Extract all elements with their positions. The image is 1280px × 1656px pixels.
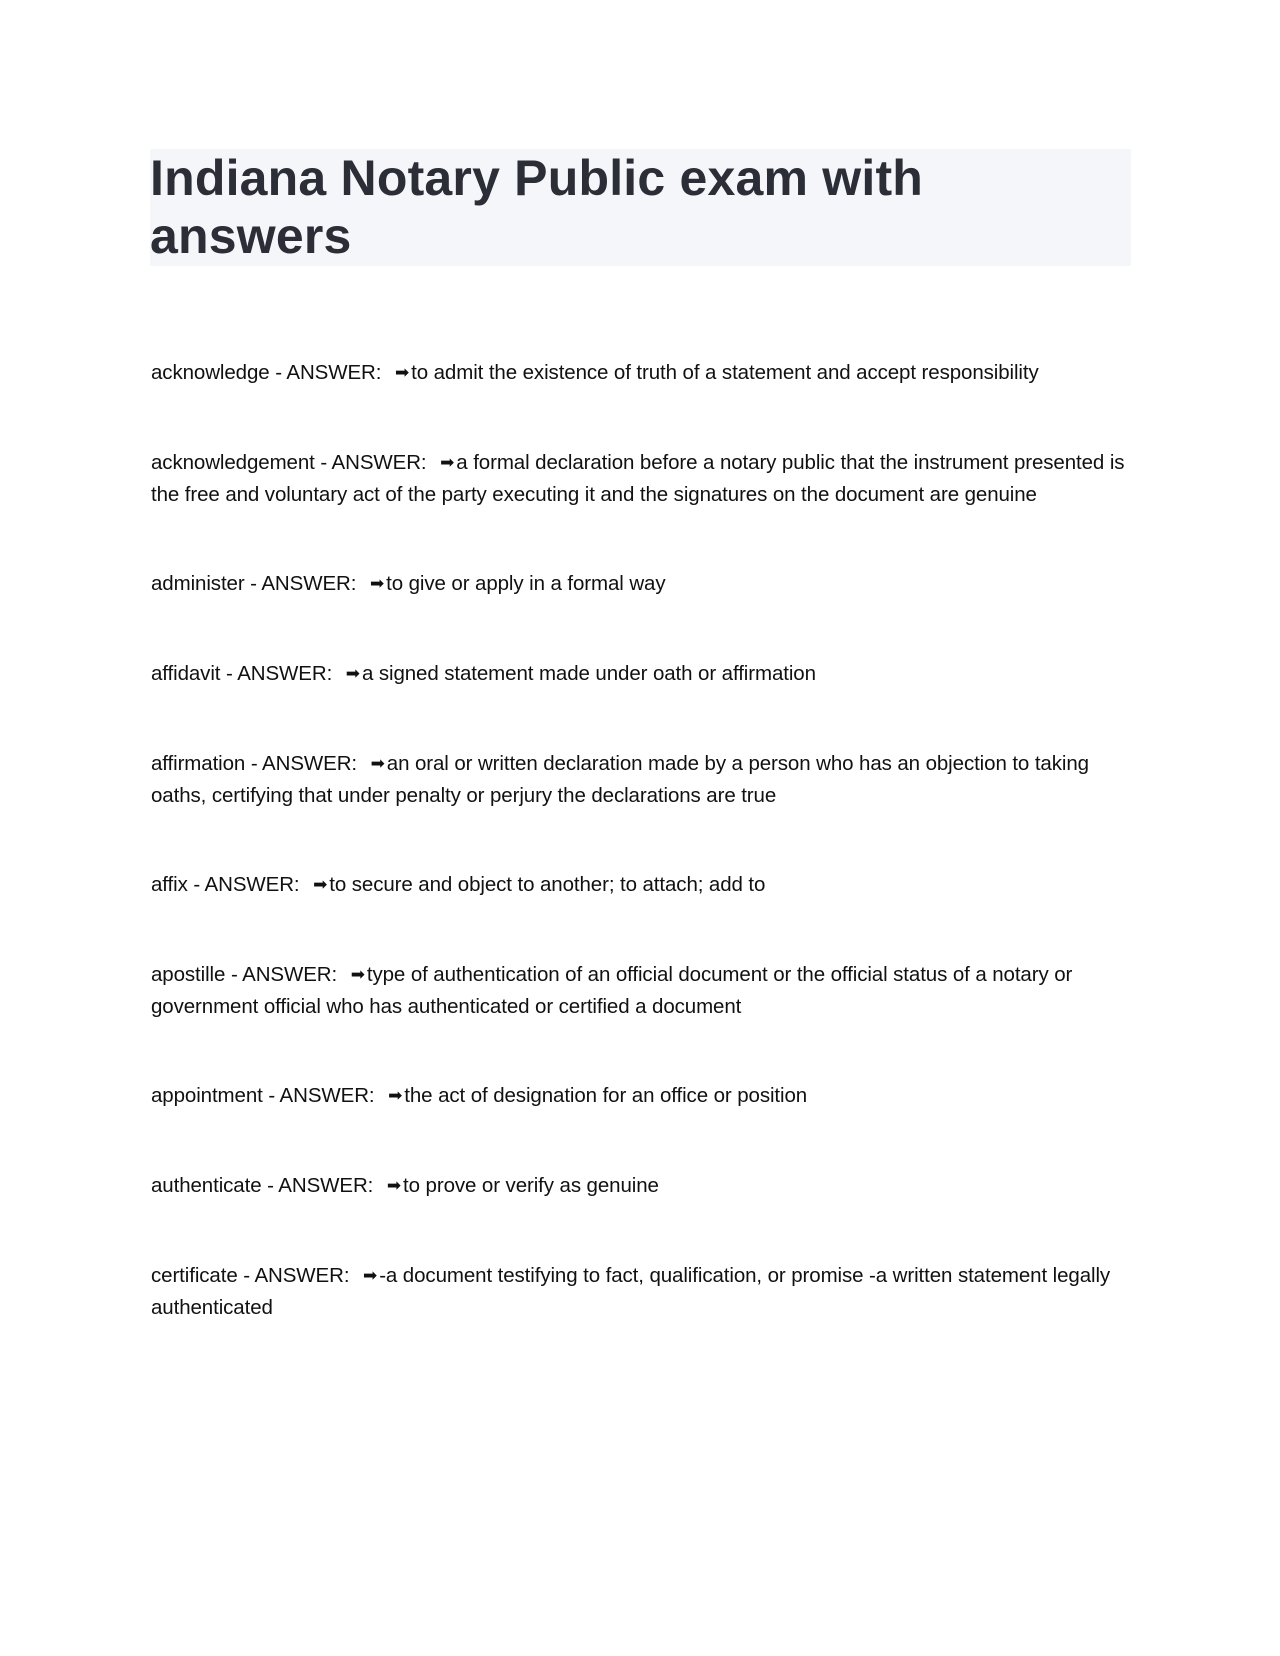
title-block xyxy=(150,149,1131,266)
entry-separator: - ANSWER: xyxy=(267,1174,374,1197)
entry-definition: to secure and object to another; to attach; add to xyxy=(329,873,766,896)
entry-definition: a formal declaration before a notary public that the instrument presented is the free and voluntary act of the party executing it and the signatures on the document are genuine xyxy=(151,451,1125,506)
arrow-right-icon: ➡ xyxy=(363,1266,378,1286)
qa-list xyxy=(151,357,1131,1323)
entry-term: affix xyxy=(151,873,188,896)
entry-term: appointment xyxy=(151,1084,263,1107)
entry-definition: a signed statement made under oath or affirmation xyxy=(361,662,816,685)
qa-entry xyxy=(151,447,1131,510)
qa-entry xyxy=(151,1260,1131,1323)
entry-separator: - ANSWER: xyxy=(226,662,333,685)
arrow-right-icon: ➡ xyxy=(440,453,455,473)
qa-entry xyxy=(151,357,1131,389)
qa-entry xyxy=(151,1170,1131,1202)
qa-entry xyxy=(151,568,1131,600)
page-title: Indiana Notary Public exam with answers xyxy=(150,150,924,264)
entry-separator: - ANSWER: xyxy=(193,873,300,896)
entry-term: certificate xyxy=(151,1264,238,1287)
entry-separator: - ANSWER: xyxy=(250,752,358,775)
entry-separator: - ANSWER: xyxy=(320,451,427,474)
arrow-right-icon: ➡ xyxy=(345,664,360,684)
entry-definition: to prove or verify as genuine xyxy=(403,1174,659,1197)
entry-definition: the act of designation for an office or position xyxy=(404,1084,808,1107)
arrow-right-icon: ➡ xyxy=(394,363,410,383)
arrow-right-icon: ➡ xyxy=(369,574,385,594)
arrow-right-icon: ➡ xyxy=(386,1176,402,1196)
qa-entry xyxy=(151,959,1131,1022)
entry-definition: to admit the existence of truth of a statement and accept responsibility xyxy=(411,361,1039,384)
entry-separator: - ANSWER: xyxy=(275,361,382,384)
entry-definition: an oral or written declaration made by a person who has an objection to taking oaths, certifying that under penalty or perjury the declarations are true xyxy=(151,752,1089,807)
qa-entry xyxy=(151,1080,1131,1112)
entry-term: affidavit xyxy=(151,662,221,685)
arrow-right-icon: ➡ xyxy=(350,965,365,985)
entry-term: affirmation xyxy=(151,752,246,775)
entry-separator: - ANSWER: xyxy=(268,1084,375,1107)
arrow-right-icon: ➡ xyxy=(388,1086,403,1106)
qa-entry xyxy=(151,658,1131,690)
qa-entry xyxy=(151,869,1131,901)
entry-term: authenticate xyxy=(151,1174,262,1197)
entry-term: administer xyxy=(151,572,245,595)
entry-separator: - ANSWER: xyxy=(230,963,338,986)
arrow-right-icon: ➡ xyxy=(370,754,385,774)
qa-entry xyxy=(151,748,1131,811)
entry-term: apostille xyxy=(151,963,226,986)
entry-definition: type of authentication of an official document or the official status of a notary or government official who has authenticated or certified a document xyxy=(151,963,1073,1018)
entry-definition: -a document testifying to fact, qualification, or promise -a written statement legally authenticated xyxy=(151,1264,1111,1319)
entry-separator: - ANSWER: xyxy=(250,572,357,595)
entry-term: acknowledgement xyxy=(151,451,315,474)
entry-term: acknowledge xyxy=(151,361,270,384)
entry-separator: - ANSWER: xyxy=(243,1264,350,1287)
entry-definition: to give or apply in a formal way xyxy=(386,572,666,595)
arrow-right-icon: ➡ xyxy=(313,875,328,895)
